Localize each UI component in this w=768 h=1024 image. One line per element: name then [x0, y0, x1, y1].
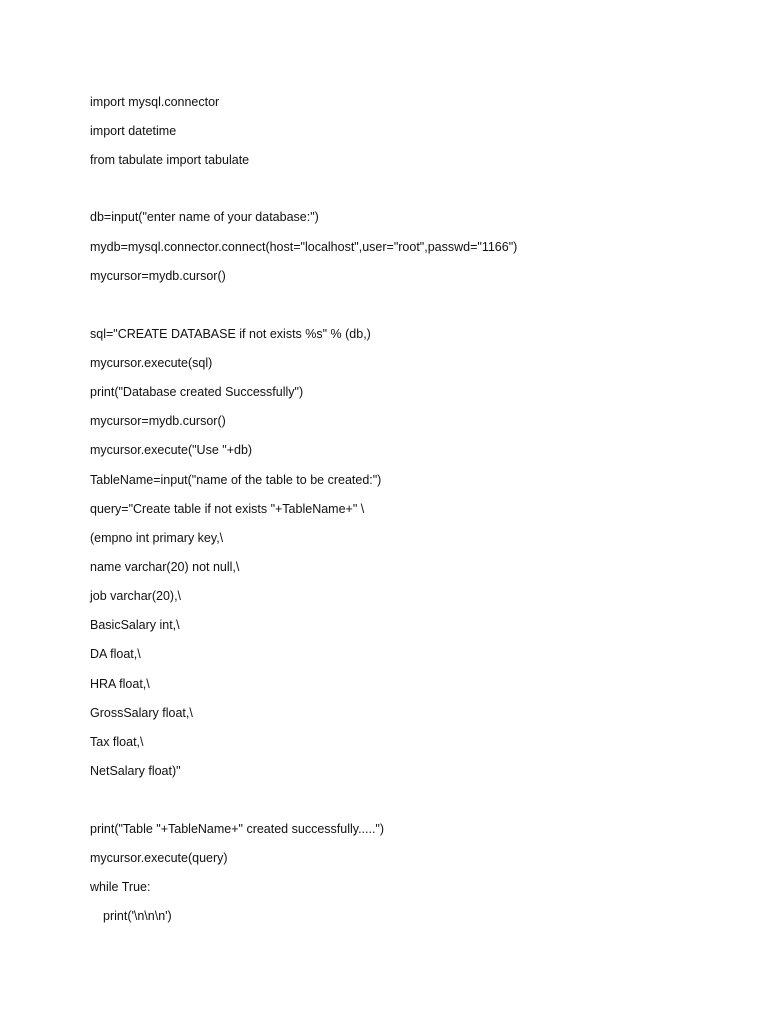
- code-line: Tax float,\: [90, 735, 144, 749]
- code-line: mycursor.execute("Use "+db): [90, 443, 253, 457]
- code-line: HRA float,\: [90, 677, 150, 691]
- code-line: query="Create table if not exists "+TableName+" \: [90, 502, 365, 516]
- code-line: job varchar(20),\: [90, 589, 182, 603]
- code-line: while True:: [90, 880, 151, 894]
- code-line: sql="CREATE DATABASE if not exists %s" % (db,): [90, 327, 371, 341]
- code-line: print("Table "+TableName+" created successfully....."): [90, 822, 385, 836]
- code-line: print('\n\n\n'): [103, 909, 172, 923]
- code-line: mycursor=mydb.cursor(): [90, 414, 226, 428]
- code-line: from tabulate import tabulate: [90, 153, 250, 167]
- code-line: mydb=mysql.connector.connect(host="localhost",user="root",passwd="1166"): [90, 240, 518, 254]
- code-line: mycursor.execute(sql): [90, 356, 213, 370]
- code-line: mycursor=mydb.cursor(): [90, 269, 226, 283]
- code-line: db=input("enter name of your database:"): [90, 210, 319, 224]
- code-line: name varchar(20) not null,\: [90, 560, 240, 574]
- code-line: GrossSalary float,\: [90, 706, 193, 720]
- code-line: import mysql.connector: [90, 95, 220, 109]
- code-line: TableName=input("name of the table to be created:"): [90, 473, 382, 487]
- code-line: (empno int primary key,\: [90, 531, 224, 545]
- code-line: DA float,\: [90, 647, 141, 661]
- code-line: import datetime: [90, 124, 177, 138]
- code-line: NetSalary float)": [90, 764, 181, 778]
- code-line: BasicSalary int,\: [90, 618, 180, 632]
- code-line: mycursor.execute(query): [90, 851, 228, 865]
- code-line: print("Database created Successfully"): [90, 385, 304, 399]
